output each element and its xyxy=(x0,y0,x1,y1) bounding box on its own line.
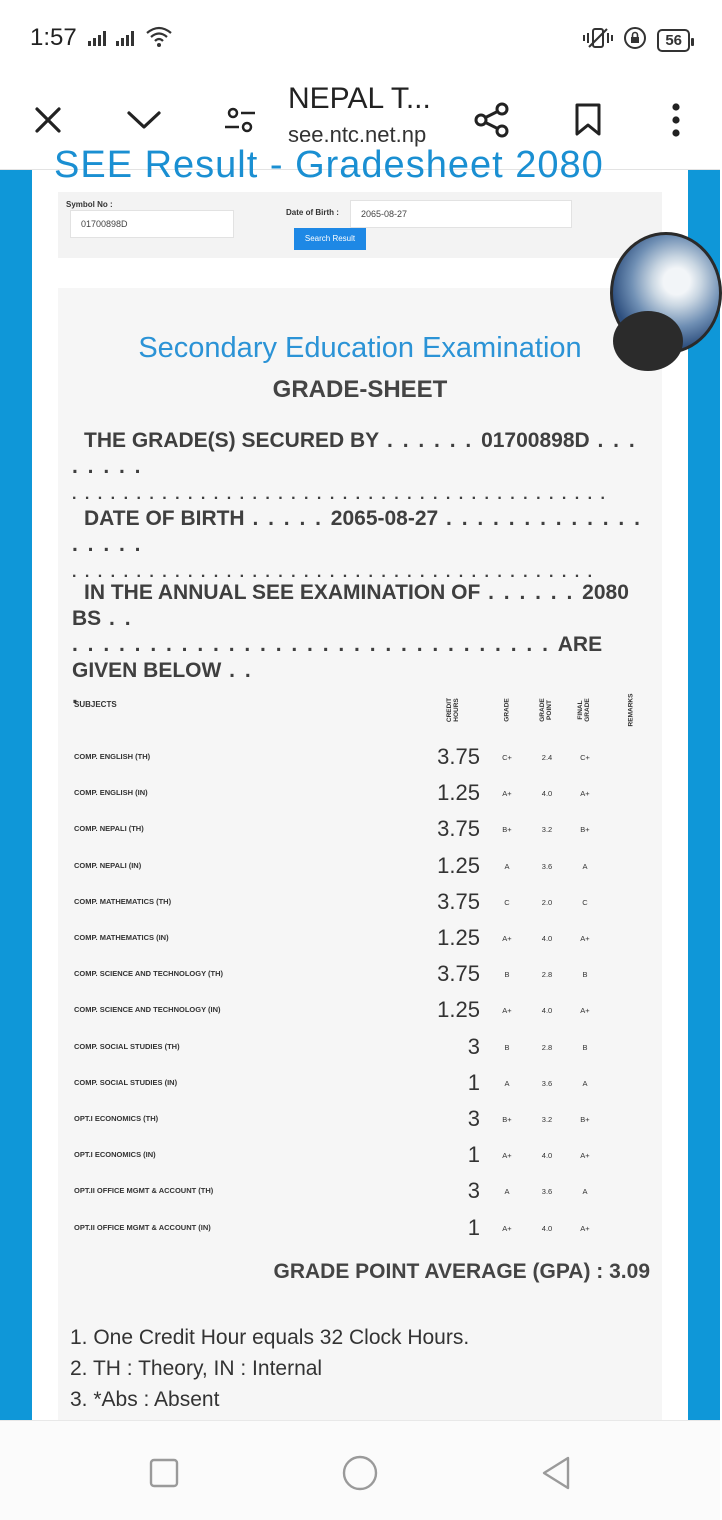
grade-cell: A xyxy=(504,1078,510,1088)
grade-cell: C+ xyxy=(502,753,512,762)
credit-hours-cell: 3.75 xyxy=(437,744,480,769)
subject-cell: COMP. SOCIAL STUDIES (TH) xyxy=(74,1041,180,1051)
dob-line: DATE OF BIRTH . . . . . 2065-08-27 . . . . . . . . . . . . . . . . . . . . . . . . . . . . . . . . . . . . . . . . . . . . . . . . . . . . . . . . . . . xyxy=(72,507,642,581)
search-form xyxy=(58,192,662,258)
credit-hours-cell: 3.75 xyxy=(437,961,480,987)
grade-sheet-title: GRADE-SHEET xyxy=(272,376,448,403)
symbol-input[interactable]: 01700898D xyxy=(70,210,234,238)
status-time: 1:57 xyxy=(30,24,77,51)
col-final-grade: FINAL GRADE xyxy=(577,698,591,722)
subject-cell: COMP. NEPALI (IN) xyxy=(74,860,142,870)
grade-point-cell: 4.0 xyxy=(541,934,553,943)
navigation-bar xyxy=(0,1420,720,1520)
grade-point-cell: 3.6 xyxy=(541,861,553,871)
grade-point-cell: 2.4 xyxy=(541,753,553,762)
battery-indicator: 56 xyxy=(657,29,690,52)
credit-hours-cell: 3 xyxy=(467,1033,480,1059)
grade-point-cell: 4.0 xyxy=(541,1006,553,1016)
grade-cell: A+ xyxy=(502,1006,512,1016)
page-title: NEPAL T... xyxy=(288,82,431,115)
subject-cell: COMP. ENGLISH (TH) xyxy=(74,752,151,761)
url-text[interactable]: see.ntc.net.np xyxy=(288,122,427,147)
note-item: 1. One Credit Hour equals 32 Clock Hours. xyxy=(70,1326,470,1349)
col-remarks: REMARKS xyxy=(627,693,635,727)
exam-of-label: IN THE ANNUAL SEE EXAMINATION OF xyxy=(84,581,481,604)
dob-line-value: 2065-08-27 xyxy=(330,507,439,530)
grade-cell: A+ xyxy=(502,789,512,799)
table-row xyxy=(58,957,662,993)
final-grade-cell: B xyxy=(582,970,588,980)
col-subjects: SUBJECTS xyxy=(74,700,117,709)
secured-by-label: THE GRADE(S) SECURED BY xyxy=(84,429,380,452)
search-result-button[interactable]: Search Result xyxy=(294,228,366,250)
credit-hours-cell: 1.25 xyxy=(437,852,480,878)
grade-point-cell: 2.0 xyxy=(541,897,553,907)
credit-hours-cell: 1.25 xyxy=(437,780,480,806)
note-item: 3. *Abs : Absent xyxy=(70,1388,220,1411)
grade-point-cell: 2.8 xyxy=(541,1042,553,1052)
final-grade-cell: B+ xyxy=(580,1115,590,1124)
final-grade-cell: C xyxy=(582,897,588,907)
subject-cell: COMP. SOCIAL STUDIES (IN) xyxy=(74,1077,178,1087)
grade-cell: B xyxy=(504,1042,510,1052)
table-row xyxy=(58,740,662,776)
table-row xyxy=(58,993,662,1029)
grade-point-cell: 3.2 xyxy=(541,825,553,835)
col-grade-point: GRADE POINT xyxy=(539,698,553,722)
credit-hours-cell: 3.75 xyxy=(437,816,480,842)
close-icon[interactable] xyxy=(20,92,76,148)
grade-cell: B xyxy=(504,970,510,980)
signal-icon-2 xyxy=(116,30,134,46)
lock-rotation-icon xyxy=(623,26,647,55)
subject-cell: COMP. NEPALI (TH) xyxy=(74,824,144,834)
grade-cell: A+ xyxy=(502,1223,512,1233)
table-row xyxy=(58,1138,662,1174)
grade-cell: B+ xyxy=(502,825,512,835)
final-grade-cell: A+ xyxy=(580,1006,590,1016)
table-row xyxy=(58,849,662,885)
grade-point-cell: 4.0 xyxy=(541,1223,553,1233)
grade-sheet xyxy=(58,288,662,1420)
settings-sliders-icon[interactable] xyxy=(212,92,268,148)
table-row xyxy=(58,921,662,957)
subject-cell: COMP. SCIENCE AND TECHNOLOGY (IN) xyxy=(74,1005,221,1015)
subject-cell: OPT.II OFFICE MGMT & ACCOUNT (TH) xyxy=(74,1186,214,1196)
dob-input[interactable]: 2065-08-27 xyxy=(350,200,572,228)
grade-cell: A xyxy=(504,1187,510,1197)
home-icon[interactable] xyxy=(338,1451,382,1495)
credit-hours-cell: 1.25 xyxy=(437,997,480,1023)
grade-cell: A+ xyxy=(502,934,512,943)
final-grade-cell: A xyxy=(582,1187,588,1197)
subject-cell: COMP. ENGLISH (IN) xyxy=(74,788,148,798)
floating-chat-bubble[interactable] xyxy=(610,232,722,354)
grade-cell: B+ xyxy=(502,1115,512,1124)
back-icon[interactable] xyxy=(534,1451,578,1495)
more-vert-icon[interactable] xyxy=(648,92,704,148)
credit-hours-cell: 1 xyxy=(467,1069,480,1095)
note-item: 2. TH : Theory, IN : Internal xyxy=(70,1357,323,1380)
exam-year: 2080 BS xyxy=(72,581,629,630)
col-credit-hours: CREDIT HOURS xyxy=(446,697,460,723)
page-container xyxy=(32,144,688,1420)
col-grade: GRADE xyxy=(503,698,511,722)
grade-point-cell: 2.8 xyxy=(541,970,553,980)
subject-cell: COMP. MATHEMATICS (IN) xyxy=(74,933,169,942)
final-grade-cell: B xyxy=(582,1042,588,1052)
share-icon[interactable] xyxy=(464,92,520,148)
gpa-text: GRADE POINT AVERAGE (GPA) : 3.09 xyxy=(273,1260,650,1283)
vibrate-icon xyxy=(583,27,613,54)
credit-hours-cell: 3.75 xyxy=(437,888,480,914)
table-row xyxy=(58,1174,662,1210)
bookmark-icon[interactable] xyxy=(560,92,616,148)
final-grade-cell: A xyxy=(582,861,588,871)
secured-by-line: THE GRADE(S) SECURED BY . . . . . . 01700898D . . . . . . . . . . . . . . . . . . . . . . . . . . . . . . . . . . . . . . . . . . . . . . . . . . xyxy=(72,429,637,503)
table-row xyxy=(58,885,662,921)
credit-hours-cell: 3 xyxy=(467,1178,480,1204)
subject-cell: COMP. SCIENCE AND TECHNOLOGY (TH) xyxy=(74,969,224,979)
page-heading: SEE Result - Gradesheet 2080 xyxy=(54,144,604,186)
table-header xyxy=(58,686,662,734)
final-grade-cell: B+ xyxy=(580,825,590,835)
final-grade-cell: A+ xyxy=(580,1223,590,1233)
given-below: ARE GIVEN BELOW xyxy=(72,633,603,682)
grade-point-cell: 3.2 xyxy=(541,1115,553,1124)
final-grade-cell: A+ xyxy=(580,934,590,943)
secured-by-value: 01700898D xyxy=(481,429,590,452)
final-grade-cell: C+ xyxy=(580,753,590,762)
final-grade-cell: A+ xyxy=(580,1151,590,1161)
grade-cell: A+ xyxy=(502,1151,512,1161)
final-grade-cell: A+ xyxy=(580,789,590,799)
table-row xyxy=(58,1066,662,1102)
recent-apps-icon[interactable] xyxy=(142,1451,186,1495)
exam-of-line: IN THE ANNUAL SEE EXAMINATION OF . . . . . . 2080 BS . . . . . . . . . . . . . . . . . . . . . . . . . . . . . . . . . ARE GIVEN BELOW . . . xyxy=(72,581,629,708)
subject-cell: OPT.II OFFICE MGMT & ACCOUNT (IN) xyxy=(74,1222,211,1232)
subject-cell: OPT.I ECONOMICS (IN) xyxy=(74,1150,156,1160)
notes-list xyxy=(70,1322,469,1415)
credit-hours-cell: 3 xyxy=(467,1106,480,1131)
subject-cell: OPT.I ECONOMICS (TH) xyxy=(74,1114,159,1123)
final-grade-cell: A xyxy=(582,1078,588,1088)
table-row xyxy=(58,812,662,848)
status-bar xyxy=(0,0,720,78)
subject-cell: COMP. MATHEMATICS (TH) xyxy=(74,896,172,906)
dob-line-label: DATE OF BIRTH xyxy=(84,507,245,530)
grade-cell: A xyxy=(504,861,510,871)
wifi-icon xyxy=(146,26,172,53)
exam-title: Secondary Education Examination xyxy=(138,332,582,364)
credit-hours-cell: 1.25 xyxy=(437,925,480,950)
grade-point-cell: 4.0 xyxy=(541,789,553,799)
grade-point-cell: 3.6 xyxy=(541,1187,553,1197)
grade-cell: C xyxy=(504,897,510,907)
web-viewport xyxy=(0,144,720,1420)
symbol-label: Symbol No : xyxy=(66,200,113,209)
table-row xyxy=(58,776,662,812)
credit-hours-cell: 1 xyxy=(467,1214,480,1240)
credit-hours-cell: 1 xyxy=(467,1142,480,1168)
grade-point-cell: 3.6 xyxy=(541,1078,553,1088)
table-row xyxy=(58,1030,662,1066)
table-row xyxy=(58,1211,662,1247)
grade-point-cell: 4.0 xyxy=(541,1151,553,1161)
chevron-down-icon[interactable] xyxy=(116,92,172,148)
dob-label: Date of Birth : xyxy=(286,208,339,217)
table-row xyxy=(58,1102,662,1138)
signal-icon xyxy=(88,30,106,46)
